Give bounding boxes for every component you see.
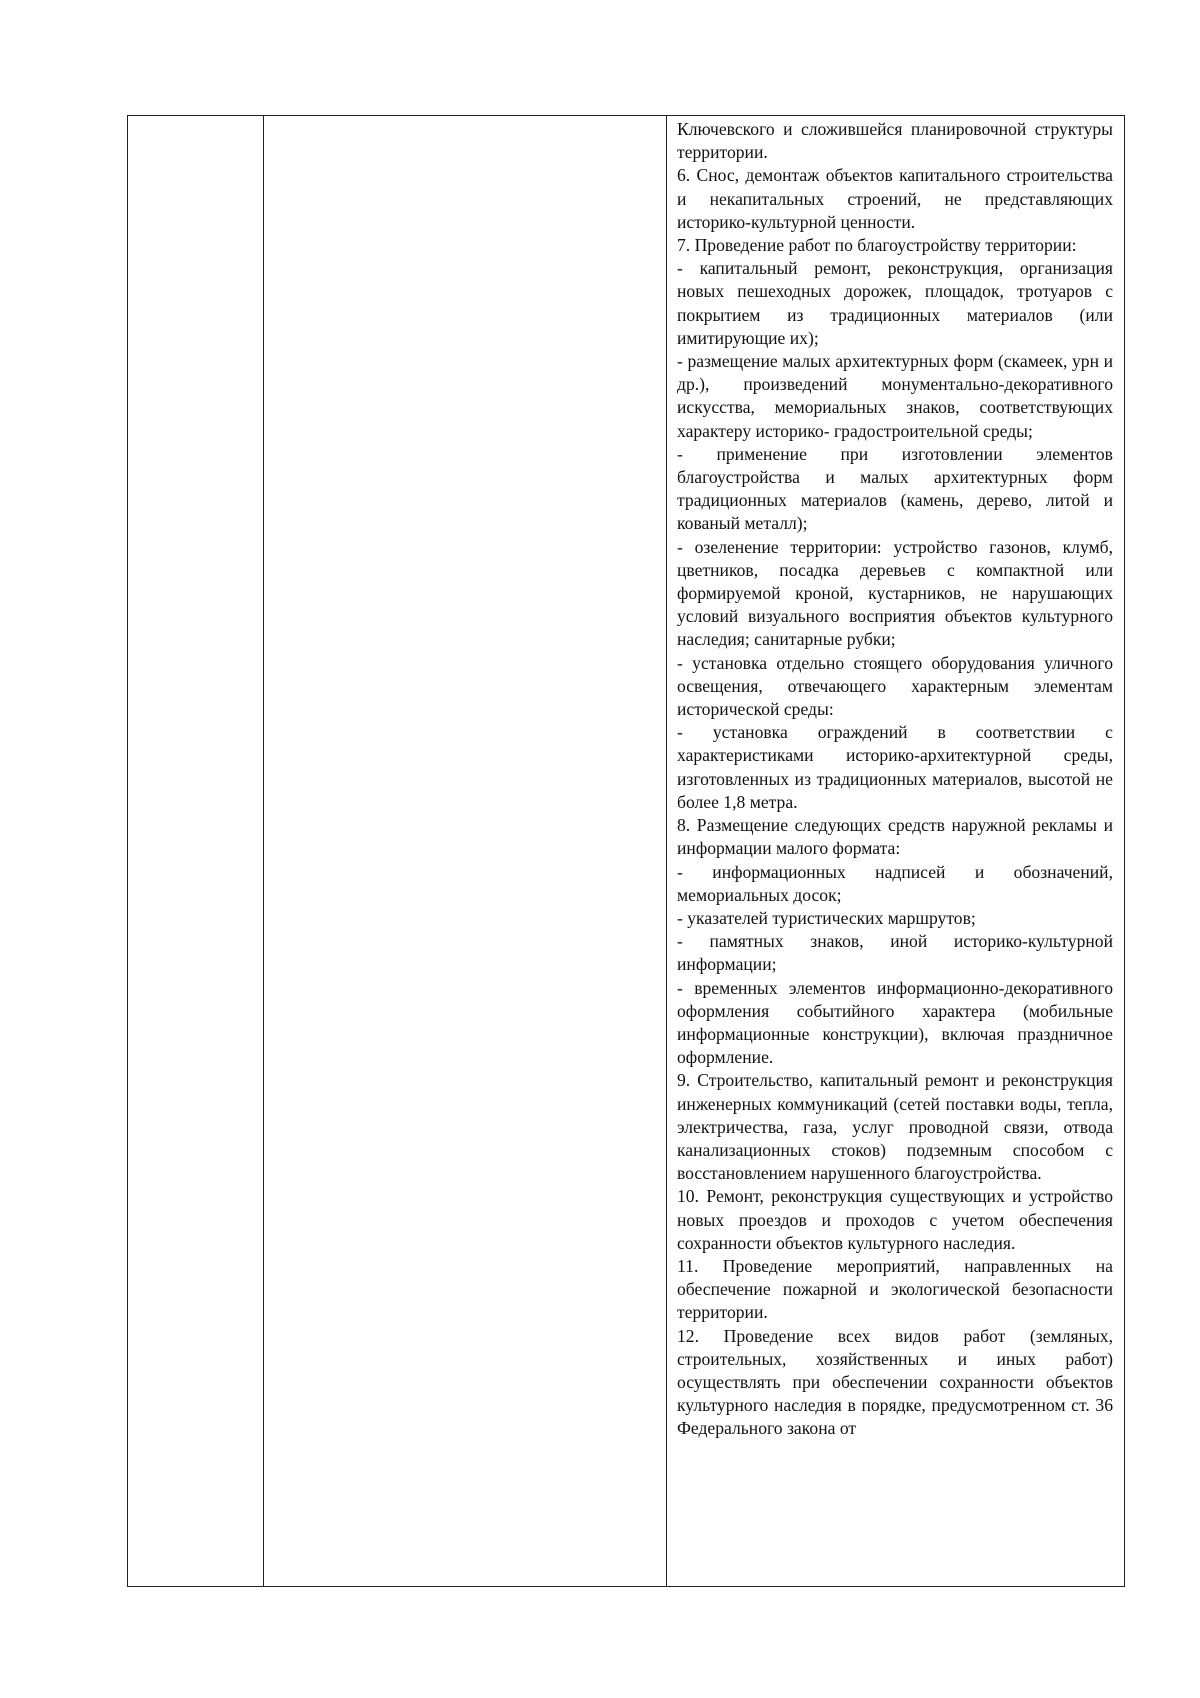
paragraph: - капитальный ремонт, реконструкция, организация новых пешеходных дорожек, площадок, тротуаров с покрытием из традиционных материалов (или имитирующие их); — [677, 258, 1113, 348]
table-cell-permitted-works — [667, 116, 1125, 1587]
table-row — [128, 116, 1125, 1587]
paragraph: 6. Снос, демонтаж объектов капитального строительства и некапитальных строений, не представляющих историко-культурной ценности. — [677, 165, 1113, 232]
paragraph: 10. Ремонт, реконструкция существующих и устройство новых проездов и проходов с учетом обеспечения сохранности объектов культурного наследия. — [677, 1186, 1113, 1253]
permitted-works-text — [667, 116, 1124, 1441]
paragraph: 8. Размещение следующих средств наружной рекламы и информации малого формата: — [677, 815, 1113, 859]
paragraph: - установка ограждений в соответствии с характеристиками историко-архитектурной среды, изготовленных из традиционных материалов, высотой не более 1,8 метра. — [677, 722, 1113, 812]
paragraph: - применение при изготовлении элементов благоустройства и малых архитектурных форм традиционных материалов (камень, дерево, литой и кованый металл); — [677, 443, 1113, 534]
paragraph: - временных элементов информационно-декоративного оформления событийного характера (мобильные информационные конструкции), включая праздничное оформление. — [677, 977, 1113, 1068]
table-cell-number — [128, 116, 264, 1587]
table-cell-zone — [264, 116, 667, 1587]
paragraph: - размещение малых архитектурных форм (скамеек, урн и др.), произведений монументально-декоративного искусства, мемориальных знаков, соответствующих характеру историко- градостроительной среды; — [677, 351, 1113, 441]
paragraph: - озеленение территории: устройство газонов, клумб, цветников, посадка деревьев с компактной или формируемой кроной, кустарников, не нарушающих условий визуального восприятия объектов культурного наследия; санитарные рубки; — [677, 536, 1113, 650]
regulation-table — [127, 115, 1125, 1587]
paragraph: - памятных знаков, иной историко-культурной информации; — [677, 931, 1113, 975]
paragraph: - указателей туристических маршрутов; — [677, 907, 976, 928]
paragraph: 9. Строительство, капитальный ремонт и реконструкция инженерных коммуникаций (сетей поставки воды, тепла, электричества, газа, услуг проводной связи, отвода канализационных стоков) подземным способом с восстановлением нарушенного благоустройства. — [677, 1070, 1113, 1184]
paragraph: - информационных надписей и обозначений, мемориальных досок; — [677, 861, 1113, 905]
paragraph: 11. Проведение мероприятий, направленных на обеспечение пожарной и экологической безопасности территории. — [677, 1255, 1113, 1323]
paragraph: Ключевского и сложившейся планировочной структуры территории. — [677, 119, 1113, 163]
paragraph: - установка отдельно стоящего оборудования уличного освещения, отвечающего характерным элементам исторической среды: — [677, 652, 1113, 720]
paragraph: 7. Проведение работ по благоустройству территории: — [677, 235, 1077, 256]
paragraph: 12. Проведение всех видов работ (земляных, строительных, хозяйственных и иных работ) осуществлять при обеспечении сохранности объектов культурного наследия в порядке, предусмотренном ст. 36 Федерального закона от — [677, 1325, 1113, 1439]
